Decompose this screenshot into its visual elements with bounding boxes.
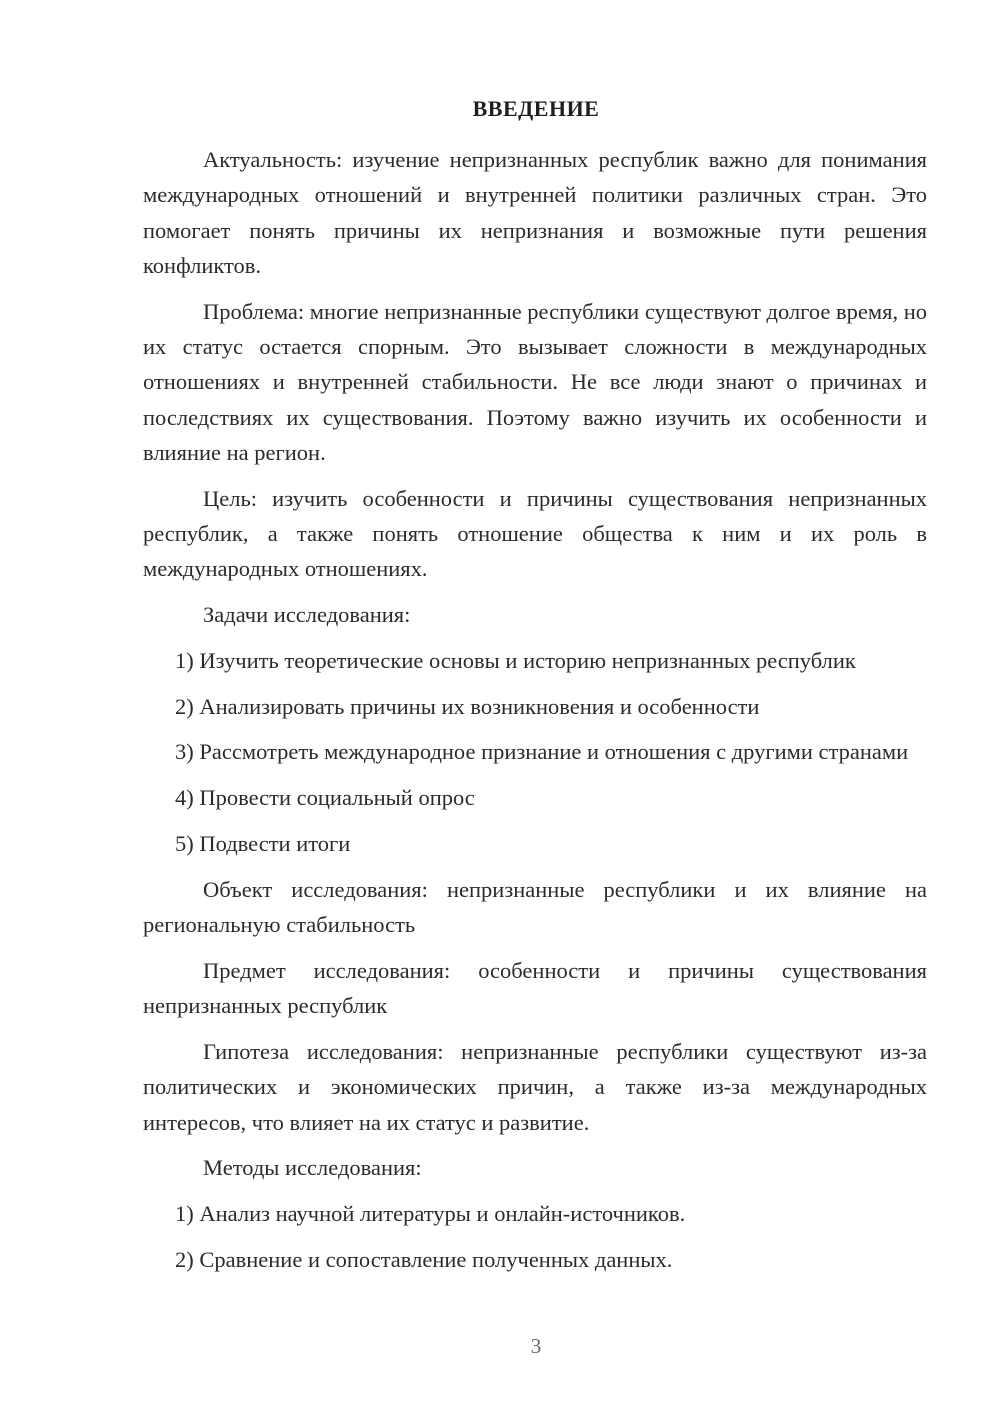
paragraph-subject: Предмет исследования: особенности и причины существования непризнанных республик <box>143 957 927 1019</box>
task-item-3: 3) Рассмотреть международное признание и отношения с другими странами <box>175 739 909 765</box>
task-item-1: 1) Изучить теоретические основы и историю непризнанных республик <box>175 647 856 673</box>
document-body <box>143 142 927 1288</box>
task-item-4: 4) Провести социальный опрос <box>175 785 475 811</box>
paragraph-hypothesis: Гипотеза исследования: непризнанные республики существуют из-за политических и экономических причин, а также из-за международных интересов, что влияет на их статус и развитие. <box>143 1039 927 1135</box>
paragraph-object: Объект исследования: непризнанные республики и их влияние на региональную стабильность <box>143 876 927 938</box>
method-item-2: 2) Сравнение и сопоставление полученных данных. <box>175 1247 673 1273</box>
paragraph-methods-heading: Методы исследования: <box>203 1155 422 1181</box>
paragraph-problem: Проблема: многие непризнанные республики существуют долгое время, но их статус остается спорным. Это вызывает сложности в международных отношениях и внутренней стабильности. Не все люди знают о причинах и последствиях их существования. Поэтому важно изучить их особенности и влияние на регион. <box>143 298 927 465</box>
paragraph-tasks-heading: Задачи исследования: <box>203 602 411 628</box>
task-item-2: 2) Анализировать причины их возникновения и особенности <box>175 693 760 719</box>
paragraph-relevance: Актуальность: изучение непризнанных республик важно для понимания международных отношений и внутренней политики различных стран. Это помогает понять причины их непризнания и возможные пути решения конфликтов. <box>143 147 927 278</box>
page-number: 3 <box>530 1334 542 1358</box>
paragraph-goal: Цель: изучить особенности и причины существования непризнанных республик, а также понять отношение общества к ним и их роль в международных отношениях. <box>143 485 927 582</box>
page-heading: ВВЕДЕНИЕ <box>472 96 600 121</box>
method-item-1: 1) Анализ научной литературы и онлайн-источников. <box>175 1201 686 1227</box>
task-item-5: 5) Подвести итоги <box>175 831 351 857</box>
